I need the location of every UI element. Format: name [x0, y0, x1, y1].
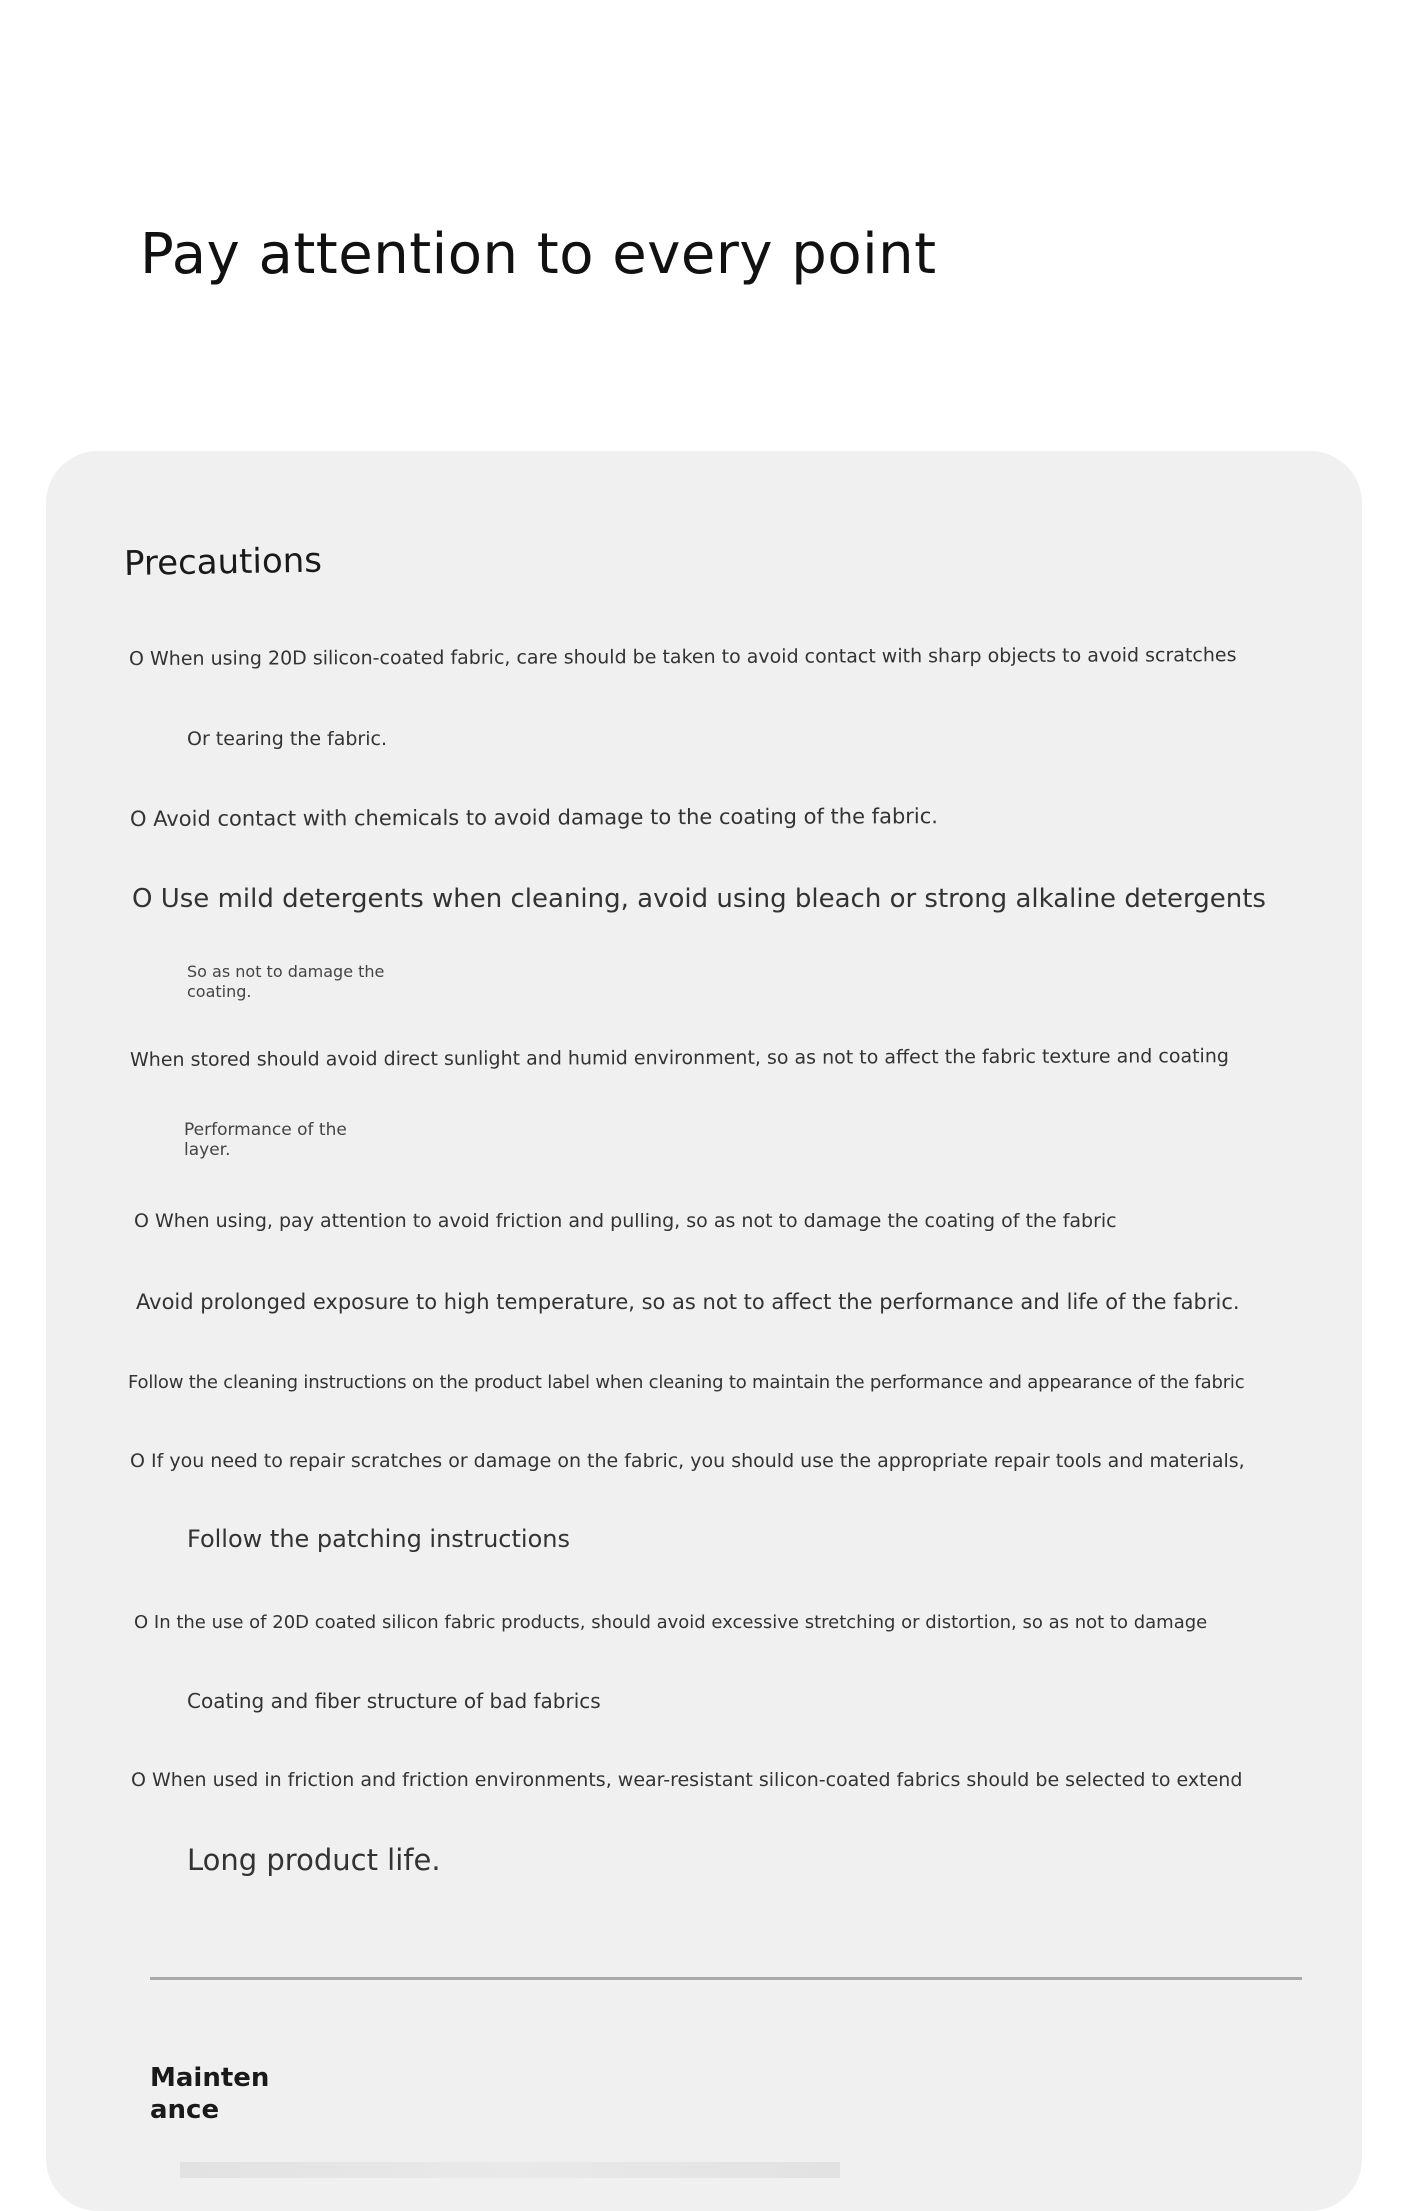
precaution-line-3: O Use mild detergents when cleaning, avoid using bleach or strong alkaline detergents: [132, 884, 1266, 914]
precaution-line-4-continued: Performance of the layer.: [184, 1120, 347, 1160]
precautions-heading: Precautions: [123, 540, 323, 584]
precaution-line-4: When stored should avoid direct sunlight and humid environment, so as not to affect the fabric texture and coating: [129, 1045, 1229, 1071]
precaution-line-9: O In the use of 20D coated silicon fabric products, should avoid excessive stretching or distortion, so as not to damage: [134, 1612, 1208, 1633]
precaution-line-1-continued: Or tearing the fabric.: [187, 728, 388, 750]
precaution-line-10-continued: Long product life.: [187, 1843, 441, 1877]
maintenance-heading: Mainten ance: [150, 2063, 270, 2125]
precaution-line-5: O When using, pay attention to avoid friction and pulling, so as not to damage the coating of the fabric: [134, 1210, 1117, 1232]
precaution-line-1: O When using 20D silicon-coated fabric, care should be taken to avoid contact with sharp objects to avoid scratches: [128, 644, 1237, 670]
precaution-line-8-continued: Follow the patching instructions: [187, 1525, 570, 1553]
precaution-line-10: O When used in friction and friction environments, wear-resistant silicon-coated fabrics should be selected to extend: [131, 1769, 1243, 1791]
faded-text-strip: [180, 2162, 840, 2178]
precaution-line-3-continued: So as not to damage the coating.: [187, 962, 385, 1001]
precaution-line-8: O If you need to repair scratches or damage on the fabric, you should use the appropriate repair tools and materials,: [130, 1450, 1245, 1472]
section-divider: [150, 1977, 1302, 1980]
page-title: Pay attention to every point: [140, 222, 937, 287]
precaution-line-9-continued: Coating and fiber structure of bad fabrics: [187, 1689, 601, 1713]
precaution-line-7: Follow the cleaning instructions on the product label when cleaning to maintain the performance and appearance of the fabric: [128, 1372, 1245, 1393]
precautions-card: [46, 451, 1362, 2211]
precaution-line-2: O Avoid contact with chemicals to avoid damage to the coating of the fabric.: [129, 804, 938, 831]
precaution-line-6: Avoid prolonged exposure to high temperature, so as not to affect the performance and life of the fabric.: [136, 1290, 1240, 1314]
